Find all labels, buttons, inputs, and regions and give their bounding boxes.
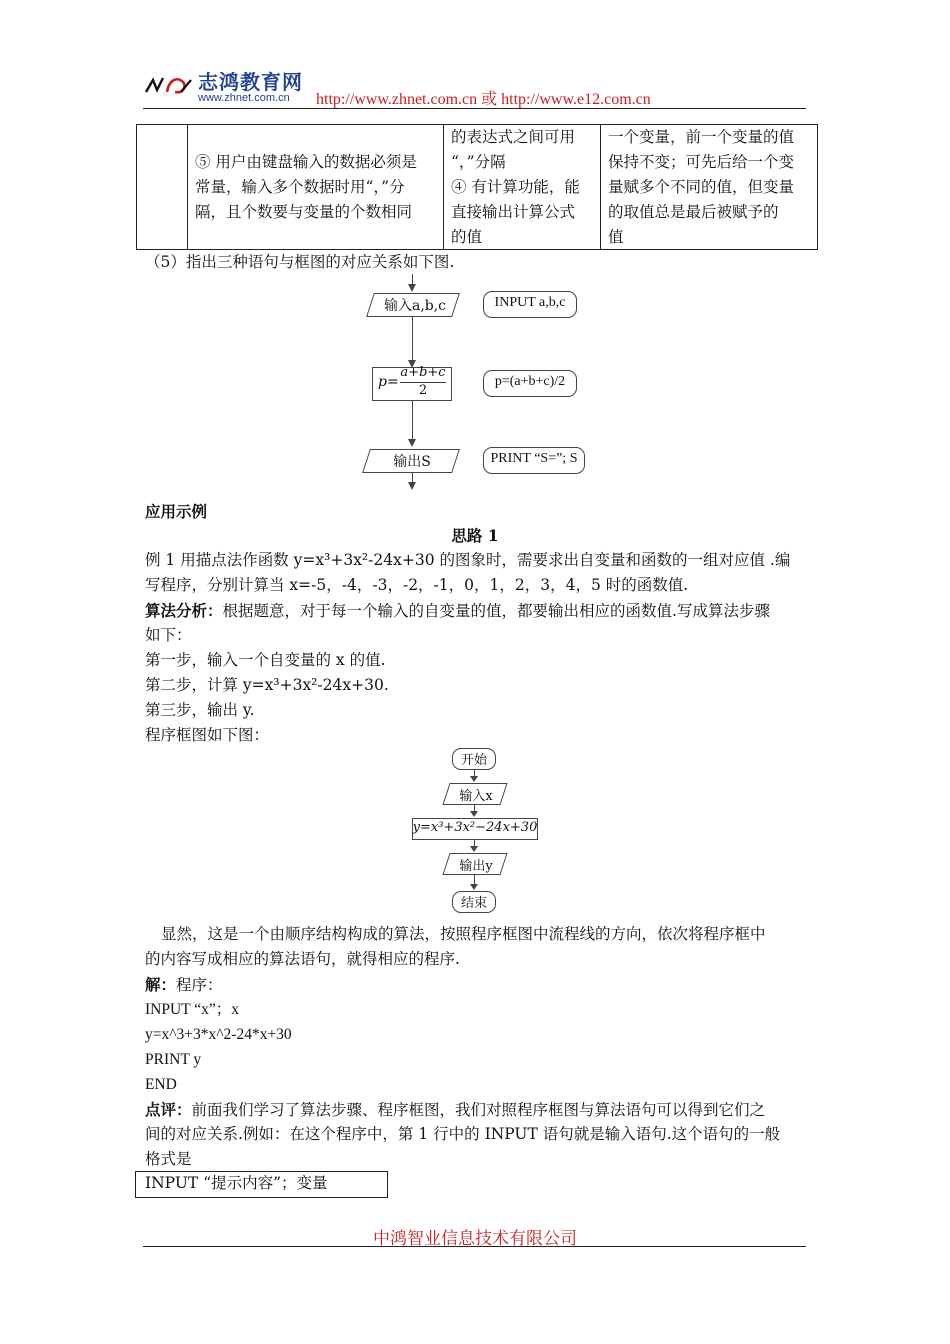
flow-intro: 程序框图如下图： xyxy=(145,726,270,744)
comment-label: 点评： xyxy=(145,1100,192,1119)
table-cell-text: 保持不变；可先后给一个变 xyxy=(608,153,795,171)
flow1-calc-denominator: 2 xyxy=(418,383,428,398)
code-line: PRINT y xyxy=(145,1051,202,1068)
table-cell-text: “，”分隔 xyxy=(451,153,506,171)
flow2-start-label: 开始 xyxy=(460,753,487,768)
comment-line-3: 格式是 xyxy=(145,1150,192,1168)
flow1-calc-left: p= xyxy=(378,374,399,390)
flow2-input-label: 输入x xyxy=(459,789,493,804)
comment-text-1: 前面我们学习了算法步骤、程序框图，我们对照程序框图与算法语句可以得到它们之 xyxy=(191,1101,766,1119)
example-line-1: 例 1 用描点法作函数 y=x³+3x²-24x+30 的图象时，需要求出自变量和函数的一组对应值 .编 xyxy=(145,551,791,569)
table-cell-text: 的取值总是最后被赋予的 xyxy=(608,203,779,221)
solution-label: 解： xyxy=(145,975,177,994)
arrowhead-icon xyxy=(408,482,416,490)
format-text: INPUT “提示内容”；变量 xyxy=(145,1174,328,1192)
solution-text: 程序： xyxy=(176,976,223,994)
table-col-2 xyxy=(188,125,444,249)
code-line: y=x^3+3*x^2-24*x+30 xyxy=(145,1026,292,1043)
footer-divider xyxy=(143,1246,806,1247)
table-col-4 xyxy=(601,125,817,249)
flow1-output-label: 输出S xyxy=(393,454,431,470)
explain-line-2: 的内容写成相应的算法语句，就得相应的程序. xyxy=(145,950,460,968)
arrowhead-icon xyxy=(470,811,478,817)
logo-chinese: 志鸿教育网 xyxy=(198,70,303,94)
table-cell-text: 的值 xyxy=(451,228,483,246)
table-cell-text: 常量，输入多个数据时用“，”分 xyxy=(195,178,405,196)
flow1-calc-numerator: a+b+c xyxy=(400,365,446,380)
table-cell-text: 量赋多个不同的值，但变量 xyxy=(608,178,795,196)
subsection-title: 思路 1 xyxy=(451,526,499,545)
flow-arrow xyxy=(474,874,475,884)
flow1-output-stmt: PRINT “S=”; S xyxy=(490,451,578,466)
code-line: END xyxy=(145,1076,177,1093)
step-1: 第一步，输入一个自变量的 x 的值. xyxy=(145,651,386,669)
flow-arrow xyxy=(412,400,413,440)
analysis-label: 算法分析： xyxy=(145,601,223,620)
table-cell-text: ⑤ 用户由键盘输入的数据必须是 xyxy=(195,153,417,171)
continuation-table xyxy=(136,124,818,250)
arrowhead-icon xyxy=(408,439,416,447)
arrowhead-icon xyxy=(470,884,478,890)
intro-5: （5）指出三种语句与框图的对应关系如下图. xyxy=(145,253,455,271)
flow1-calc-stmt: p=(a+b+c)/2 xyxy=(494,374,566,389)
arrowhead-icon xyxy=(470,776,478,782)
solution-heading xyxy=(145,972,223,998)
step-2: 第二步，计算 y=x³+3x²-24x+30. xyxy=(145,676,389,694)
logo-mark-icon xyxy=(143,72,195,98)
section-title: 应用示例 xyxy=(145,502,208,521)
arrowhead-icon xyxy=(470,846,478,852)
table-cell-text: 值 xyxy=(608,228,624,246)
header-divider xyxy=(143,108,806,109)
explain-line-1: 显然，这是一个由顺序结构构成的算法，按照程序框图中流程线的方向，依次将程序框中 xyxy=(161,925,766,943)
comment-line-2: 间的对应关系.例如：在这个程序中，第 1 行中的 INPUT 语句就是输入语句.这个语句的一般 xyxy=(145,1125,781,1143)
flow2-output-label: 输出y xyxy=(459,859,493,874)
flow-arrow xyxy=(412,316,413,362)
table-cell-text: 直接输出计算公式 xyxy=(451,203,576,221)
analysis-line-1 xyxy=(145,598,770,624)
code-line: INPUT “x”；x xyxy=(145,1001,239,1018)
header-urls[interactable]: http://www.zhnet.com.cn 或 http://www.e12.com.cn xyxy=(316,91,651,108)
flow1-input-stmt: INPUT a,b,c xyxy=(494,295,566,310)
analysis-line-2: 如下： xyxy=(145,626,192,644)
flow1-input-label: 输入a,b,c xyxy=(383,298,447,314)
analysis-text: 根据题意，对于每一个输入的自变量的值，都要输出相应的函数值.写成算法步骤 xyxy=(222,602,770,620)
step-3: 第三步，输出 y. xyxy=(145,701,255,719)
table-cell-text: 隔，且个数要与变量的个数相同 xyxy=(195,203,413,221)
table-cell-text: 一个变量，前一个变量的值 xyxy=(608,128,795,146)
footer-company: 中鸿智业信息技术有限公司 xyxy=(373,1229,577,1249)
flow2-end-label: 结束 xyxy=(460,896,487,911)
example-line-2: 写程序，分别计算当 x=-5，-4，-3，-2，-1，0，1，2，3，4，5 时的函数值. xyxy=(145,576,689,594)
table-col-3 xyxy=(444,125,601,249)
table-col-1 xyxy=(137,125,188,249)
table-cell-text: 的表达式之间可用 xyxy=(451,128,576,146)
comment-line-1 xyxy=(145,1097,765,1123)
logo-english: www.zhnet.com.cn xyxy=(198,92,290,104)
table-cell-text: ④ 有计算功能，能 xyxy=(451,178,580,196)
arrowhead-icon xyxy=(408,284,416,292)
flow2-calc-label: y=x³+3x²−24x+30 xyxy=(412,820,538,835)
